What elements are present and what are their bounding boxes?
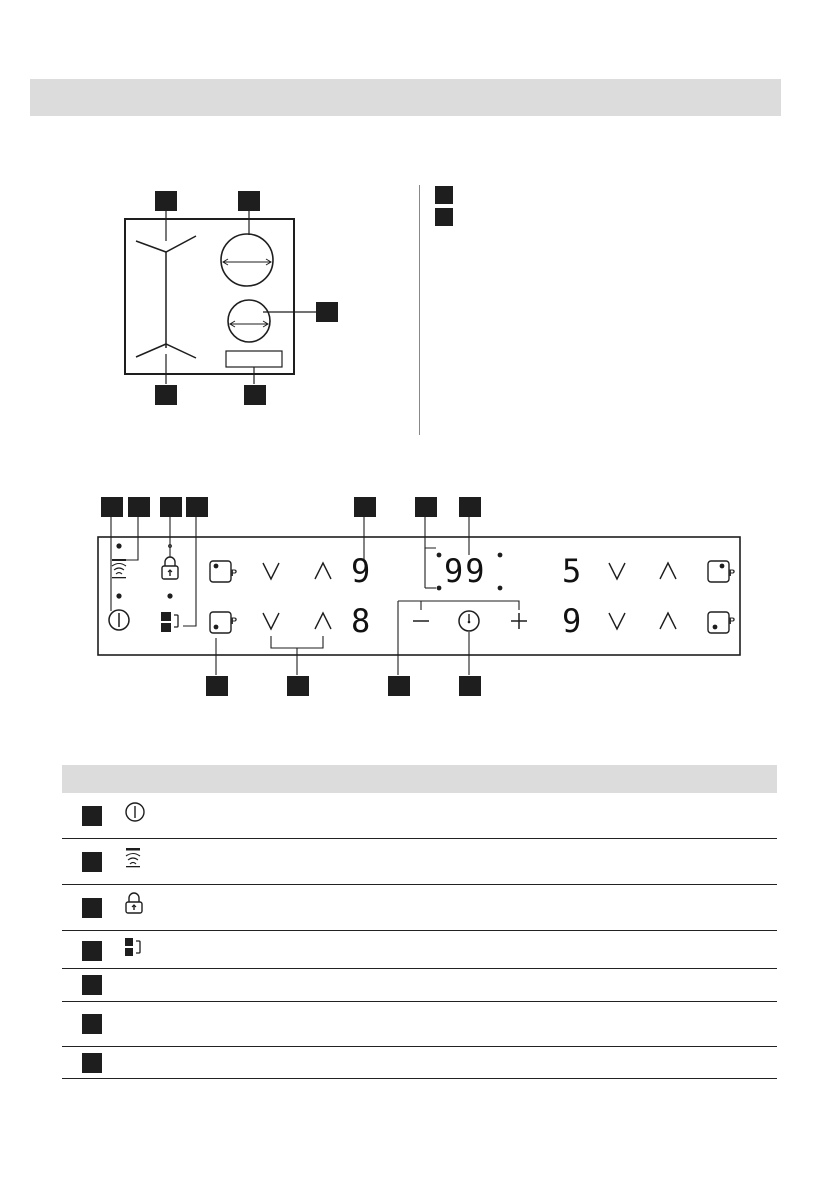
row-number-marker xyxy=(82,852,102,872)
row-number-marker xyxy=(82,1014,102,1034)
display-right-bottom: 9 xyxy=(562,602,584,640)
panel-callout-7 xyxy=(459,497,481,517)
display-timer: 99 xyxy=(444,552,487,590)
p-label-right-bottom: P xyxy=(729,616,736,626)
panel-callout-4 xyxy=(186,497,208,517)
table-row xyxy=(62,1002,777,1047)
table-row xyxy=(62,969,777,1002)
p-label-left-bottom: P xyxy=(231,616,238,626)
display-right-top: 5 xyxy=(562,552,584,590)
panel-callout-10 xyxy=(388,676,410,696)
panel-callout-5 xyxy=(354,497,376,517)
panel-callout-9 xyxy=(287,676,309,696)
panel-callout-6 xyxy=(415,497,437,517)
table-row xyxy=(62,793,777,839)
row-number-marker xyxy=(82,975,102,995)
row-number-marker xyxy=(82,941,102,961)
panel-callout-11 xyxy=(459,676,481,696)
lock-icon xyxy=(124,892,144,914)
row-number-marker xyxy=(82,1053,102,1073)
display-left-bottom: 8 xyxy=(351,602,373,640)
panel-callout-2 xyxy=(128,497,150,517)
table-header xyxy=(62,765,777,793)
table-row xyxy=(62,839,777,885)
table-row xyxy=(62,1047,777,1079)
row-number-marker xyxy=(82,806,102,826)
p-label-left-top: P xyxy=(231,568,238,578)
panel-callout-8 xyxy=(206,676,228,696)
table-row xyxy=(62,931,777,969)
hob2hood-icon xyxy=(123,846,143,868)
controls-table xyxy=(62,765,777,1079)
bridge-icon xyxy=(123,937,143,959)
panel-callout-3 xyxy=(160,497,182,517)
row-number-marker xyxy=(82,898,102,918)
p-label-right-top: P xyxy=(729,568,736,578)
display-left-top: 9 xyxy=(351,552,373,590)
table-row xyxy=(62,885,777,931)
power-icon xyxy=(124,801,146,823)
panel-callout-1 xyxy=(101,497,123,517)
